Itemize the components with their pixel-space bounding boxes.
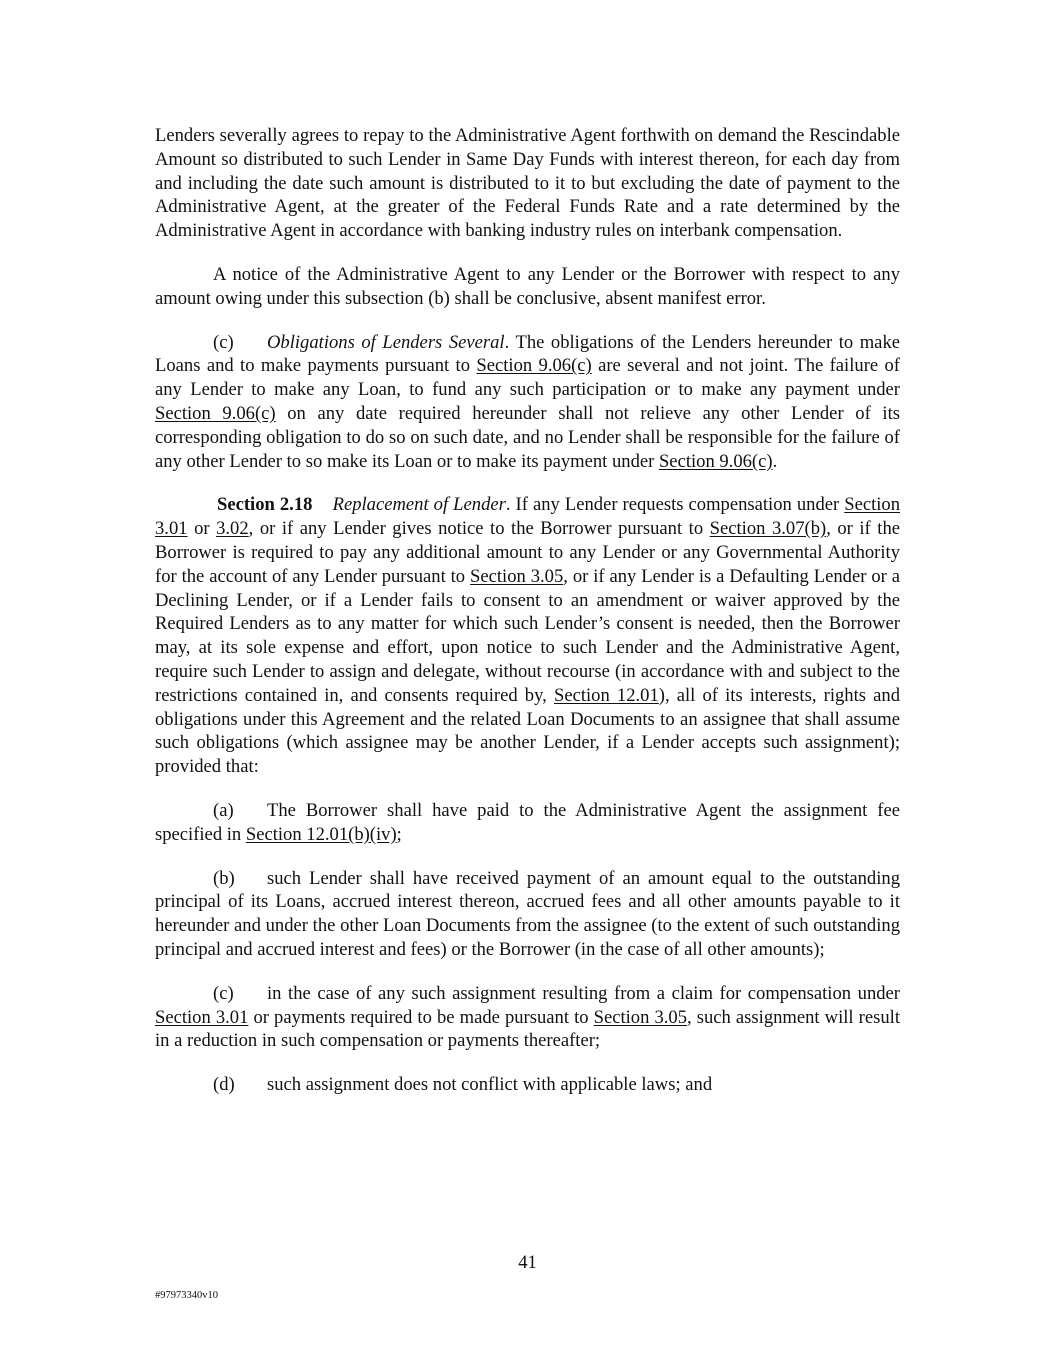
section-heading: Replacement of Lender [332, 494, 506, 516]
section-reference-link: Section 3.05 [593, 1006, 688, 1028]
clause-text: or [187, 518, 217, 540]
clause-text: on any date required hereunder shall not relieve any other Lender of its corresponding obligation to do so on such date, and no Lender shall be responsible for the failure of any other Lender to so make its Loan or to make its payment under [155, 402, 900, 472]
clause-label: (c) [213, 331, 234, 353]
clause-text: , such assignment will result in a reduction in such compensation or payments thereafter; [155, 1006, 900, 1052]
document-body [155, 124, 900, 1117]
section-reference-link: Section 3.05 [470, 565, 564, 587]
clause-text: . [772, 450, 778, 472]
clause-label: (b) [213, 867, 235, 889]
clause-label: (c) [213, 982, 234, 1004]
paragraph-rescindable-amount: Lenders severally agrees to repay to the Administrative Agent forthwith on demand the Rescindable Amount so distributed to such Lender in Same Day Funds with interest thereon, for each day from and including the date such amount is distributed to it to but excluding the date of payment to the Administrative Agent, at the greater of the Federal Funds Rate and a rate determined by the Administrative Agent in accordance with banking industry rules on interbank compensation. [155, 125, 900, 242]
clause-text: in the case of any such assignment resulting from a claim for compensation under [267, 982, 900, 1004]
section-reference-link: Section 12.01 [553, 684, 659, 706]
paragraph-condition-b [155, 867, 900, 962]
section-reference-link: Section 9.06(c) [476, 355, 592, 377]
section-reference-link: Section 3.07(b) [709, 518, 827, 540]
clause-label: (a) [213, 799, 234, 821]
section-reference-link: Section 9.06(c) [658, 450, 773, 472]
paragraph-condition-c [155, 982, 900, 1053]
clause-text: are several and not joint. The failure of any Lender to make any Loan, to fund any such participation or to make any payment under [155, 355, 900, 401]
clause-text: ; [396, 823, 402, 845]
clause-text: ), all of its interests, rights and obligations under this Agreement and the related Loan Documents to an assignee that shall assume such obligations (which assignee may be another Lender, if a Lender accepts such assignment); provided that: [155, 684, 900, 778]
clause-text: , or if any Lender gives notice to the Borrower pursuant to [248, 518, 710, 540]
section-reference-link: Section 9.06(c) [155, 402, 276, 424]
section-reference-link: Section 12.01(b)(iv) [245, 823, 397, 845]
clause-text: . If any Lender requests compensation under [505, 494, 845, 516]
clause-text: such assignment does not conflict with applicable laws; and [267, 1074, 713, 1096]
section-number: Section 2.18 [217, 494, 313, 516]
section-reference-link: 3.02 [216, 518, 249, 540]
paragraph-obligations-several [155, 331, 900, 474]
clause-text: or payments required to be made pursuant to [248, 1006, 594, 1028]
paragraph-notice: A notice of the Administrative Agent to any Lender or the Borrower with respect to any amount owing under this subsection (b) shall be conclusive, absent manifest error. [155, 263, 900, 309]
section-reference-link: Section 3.01 [155, 1006, 249, 1028]
paragraph-section-2-18 [155, 493, 900, 779]
clause-label: (d) [213, 1074, 235, 1096]
paragraph-condition-a [155, 799, 900, 847]
clause-text: The Borrower shall have paid to the Administrative Agent the assignment fee specified in [155, 799, 900, 845]
clause-text: , or if the Borrower is required to pay any additional amount to any Lender or any Governmental Authority for the account of any Lender pursuant to [155, 518, 900, 587]
clause-text: . The obligations of the Lenders hereunder to make Loans and to make payments pursuant to [155, 331, 900, 377]
clause-text: such Lender shall have received payment of an amount equal to the outstanding principal of its Loans, accrued interest thereon, accrued fees and all other amounts payable to it hereunder and under the other Loan Documents from the assignee (to the extent of such outstanding principal and accrued interest and fees) or the Borrower (in the case of all other amounts); [155, 867, 900, 960]
paragraph-condition-d [155, 1073, 900, 1097]
section-reference-link: Section 3.01 [155, 494, 901, 540]
clause-heading: Obligations of Lenders Several [267, 331, 505, 353]
clause-text: , or if any Lender is a Defaulting Lender or a Declining Lender, or if a Lender fails to consent to an amendment or waiver approved by the Required Lenders as to any matter for which such Lender’s consent is needed, then the Borrower may, at its sole expense and effort, upon notice to such Lender and the Administrative Agent, require such Lender to assign and delegate, without recourse (in accordance with and subject to the restrictions contained in, and consents required by, [155, 565, 900, 706]
spacer [312, 494, 332, 515]
document-id: #97973340v10 [155, 1290, 218, 1301]
page-number: 41 [518, 1252, 537, 1273]
